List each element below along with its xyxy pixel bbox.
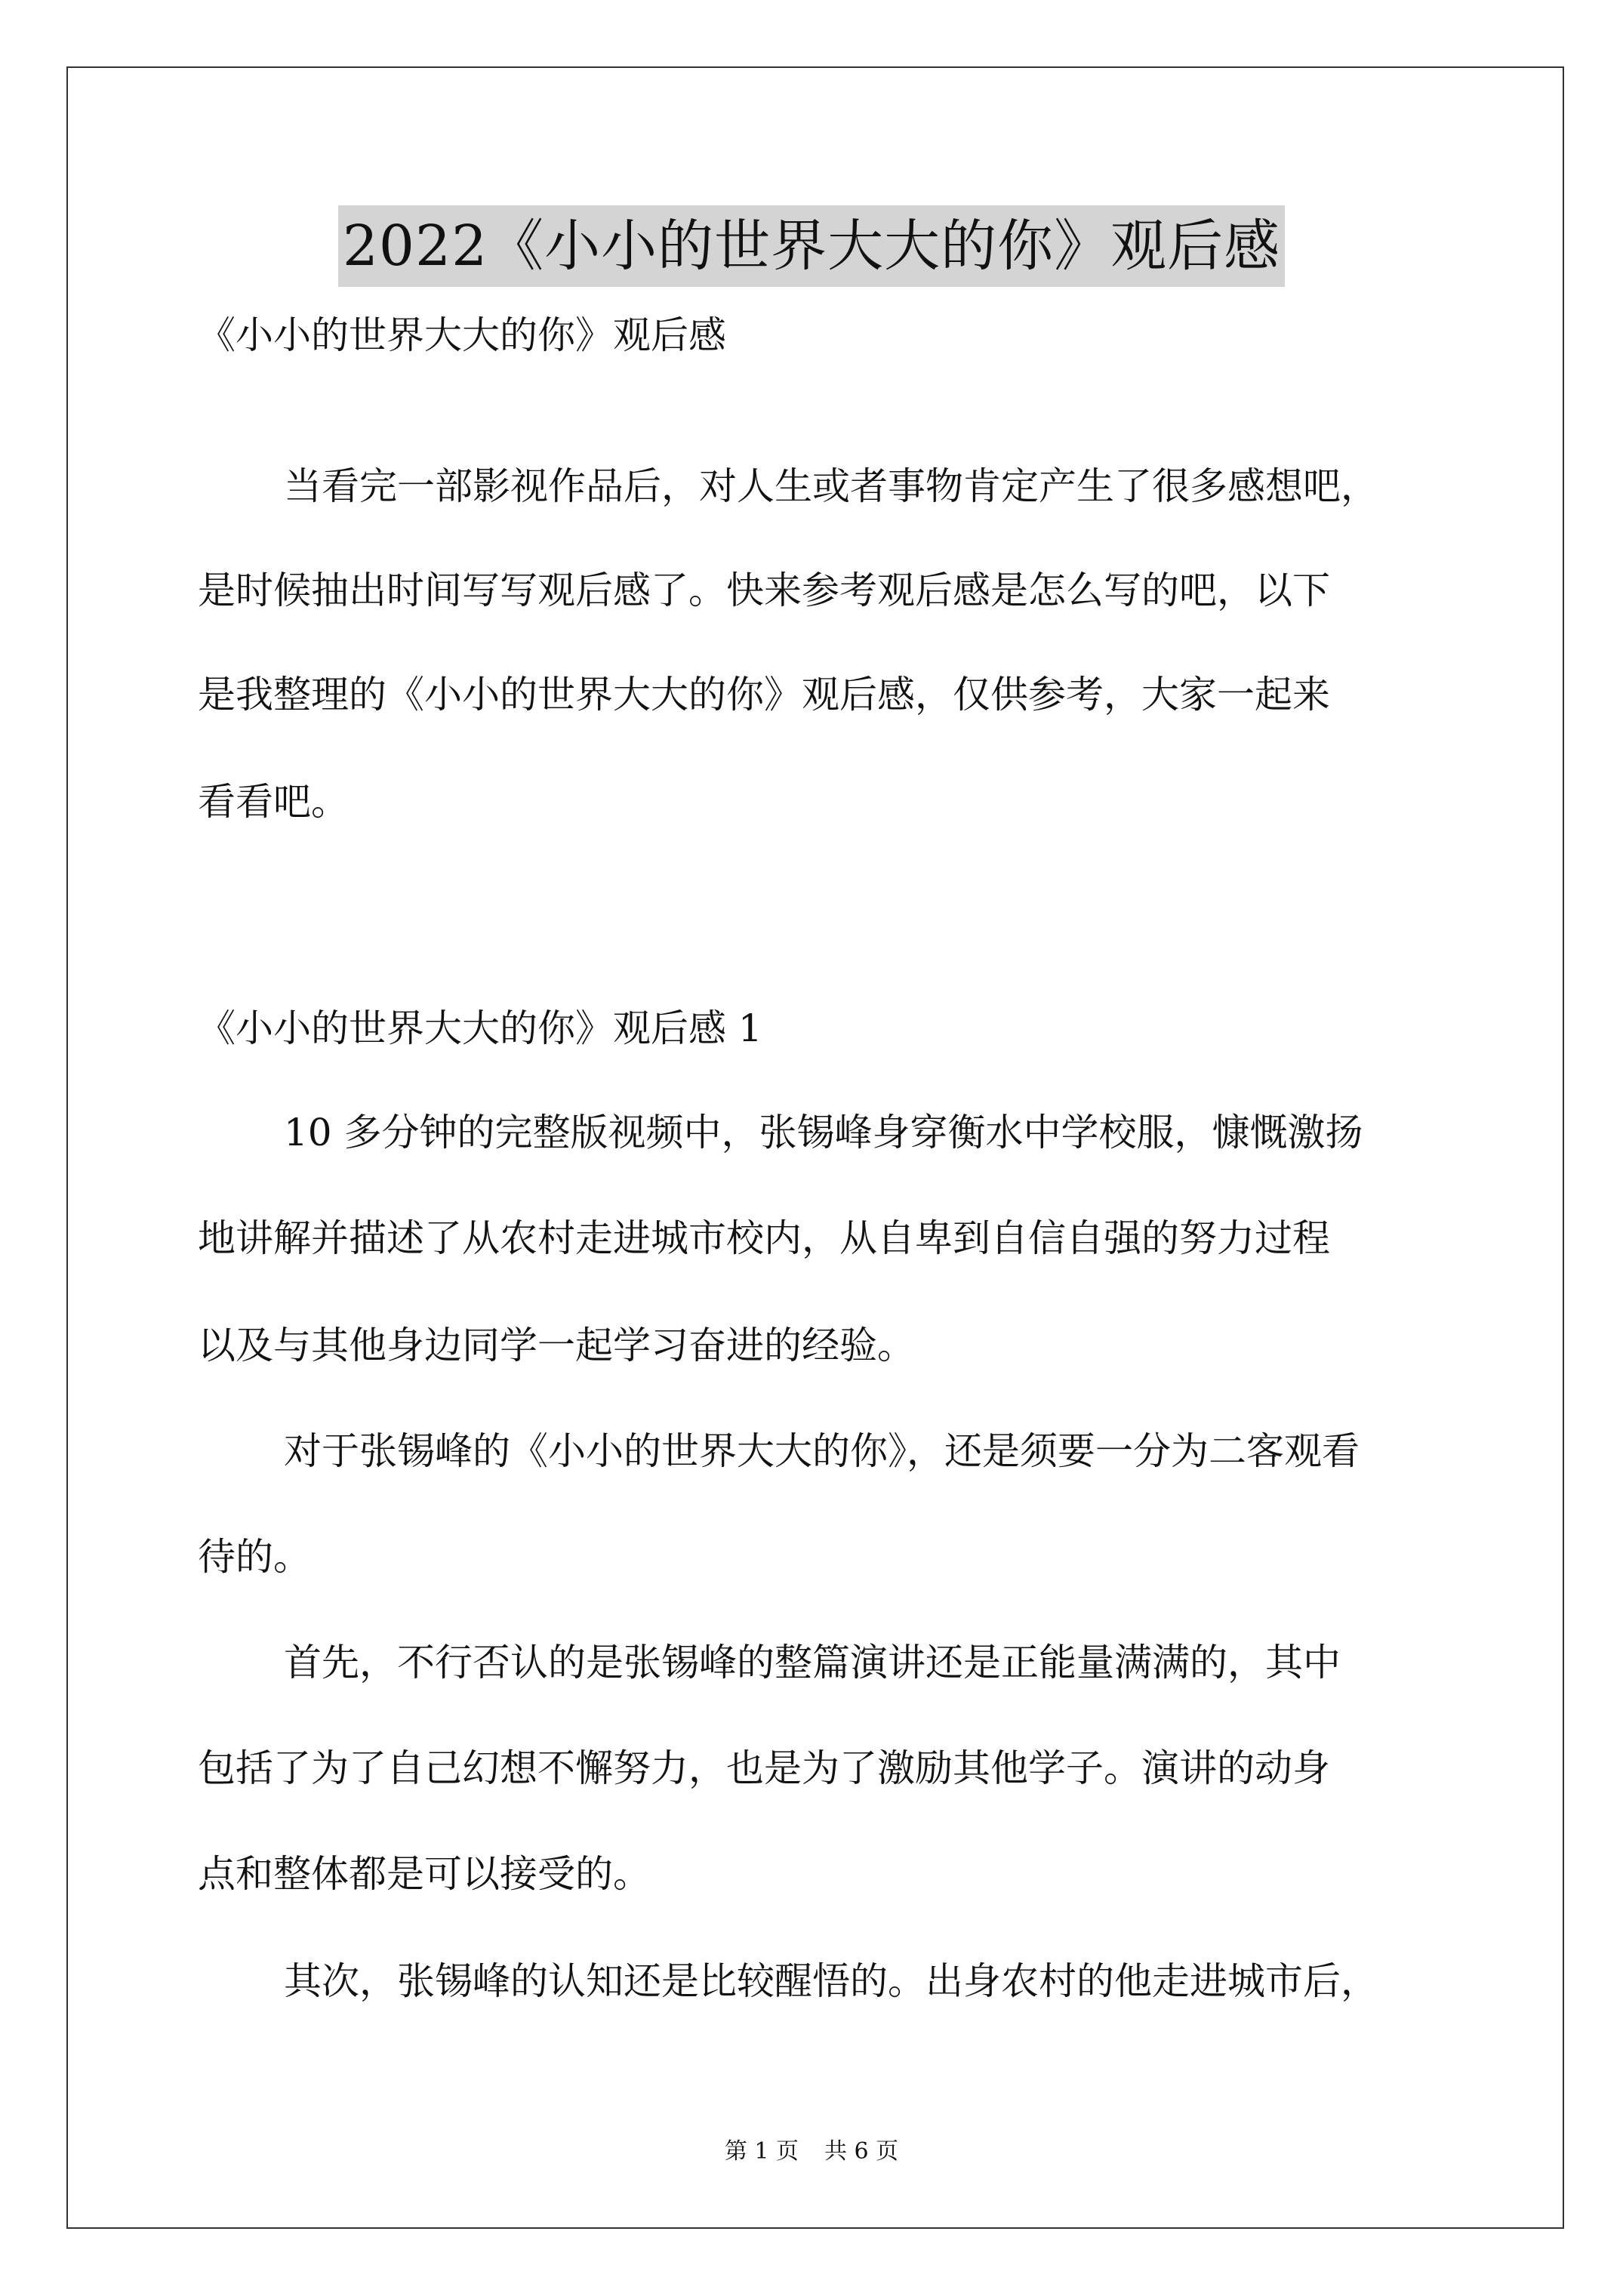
paragraph-line: 是我整理的《小小的世界大大的你》观后感，仅供参考，大家一起来 (198, 673, 1330, 717)
paragraph-line: 以及与其他身边同学一起学习奋进的经验。 (198, 1324, 915, 1367)
title-wrap (0, 205, 1623, 287)
paragraph-line: 其次，张锡峰的认知还是比较醒悟的。出身农村的他走进城市后， (284, 1959, 1378, 2003)
paragraph-line: 对于张锡峰的《小小的世界大大的你》，还是须要一分为二客观看 (284, 1429, 1360, 1473)
paragraph-line: 是时候抽出时间写写观后感了。快来参考观后感是怎么写的吧，以下 (198, 569, 1330, 612)
paragraph-line: 待的。 (198, 1535, 311, 1579)
paragraph-line: 包括了为了自己幻想不懈努力，也是为了激励其他学子。演讲的动身 (198, 1746, 1330, 1790)
paragraph-line: 地讲解并描述了从农村走进城市校内，从自卑到自信自强的努力过程 (198, 1216, 1330, 1260)
page-number: 第 1 页 (724, 2138, 799, 2165)
paragraph-line: 10 多分钟的完整版视频中，张锡峰身穿衡水中学校服，慷慨激扬 (284, 1111, 1363, 1154)
paragraph-line: 点和整体都是可以接受的。 (198, 1852, 651, 1896)
section-heading: 《小小的世界大大的你》观后感 1 (198, 1006, 762, 1050)
document-title: 2022《小小的世界大大的你》观后感 (338, 205, 1285, 287)
page-footer (0, 2137, 1623, 2167)
paragraph-line: 首先，不行否认的是张锡峰的整篇演讲还是正能量满满的，其中 (284, 1641, 1341, 1684)
paragraph-line: 当看完一部影视作品后，对人生或者事物肯定产生了很多感想吧， (284, 464, 1378, 508)
page-total: 共 6 页 (824, 2138, 899, 2165)
section-heading: 《小小的世界大大的你》观后感 (198, 313, 726, 357)
paragraph-line: 看看吧。 (198, 780, 349, 824)
